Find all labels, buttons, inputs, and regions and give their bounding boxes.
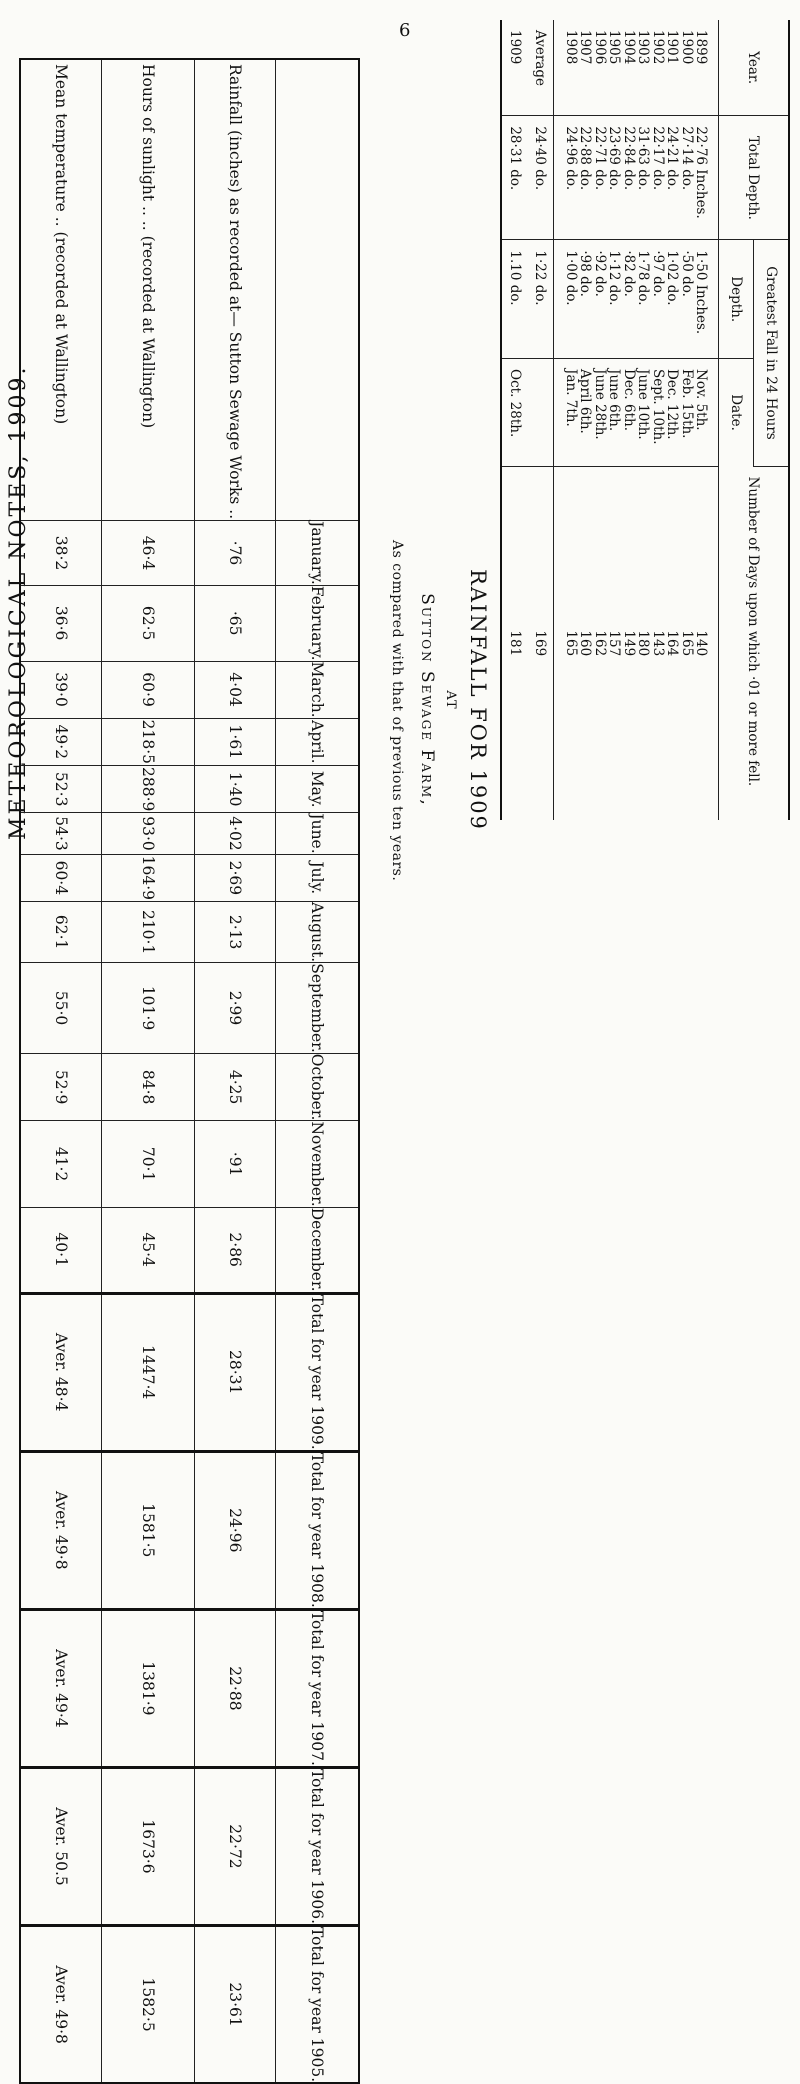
- date-cell: Sept. 10th.: [651, 359, 666, 467]
- table-row: [622, 20, 637, 820]
- days-cell: 169: [528, 466, 554, 820]
- days-cell: 165: [679, 630, 695, 657]
- year-cell: Average: [528, 20, 554, 116]
- depth-cell: ·50 do.: [680, 240, 695, 359]
- table-cell: 2·13: [195, 902, 276, 963]
- column-header-depth: Depth.: [719, 240, 754, 359]
- title-comparison: As compared with that of previous ten years.: [389, 540, 405, 882]
- days-cell: 143: [650, 630, 666, 657]
- table-cell: 4·02: [195, 813, 276, 854]
- total-cell: 22·88 do.: [578, 116, 593, 240]
- table-cell: Aver. 49·8: [20, 1451, 102, 1609]
- column-header-greatest-fall: Greatest Fall in 24 Hours: [754, 240, 790, 466]
- days-cell: 165: [563, 630, 579, 657]
- column-header: Total for year 1906.: [276, 1767, 360, 1925]
- table-cell: 22·72: [195, 1767, 276, 1925]
- table-row: [102, 59, 195, 2083]
- days-cell: 180: [635, 630, 652, 657]
- table-cell: 4·04: [195, 661, 276, 718]
- current-year-row: [502, 20, 528, 820]
- date-cell: June 28th.: [593, 359, 608, 467]
- column-header-total: Total Depth.: [719, 116, 790, 240]
- table-row: [651, 20, 666, 820]
- column-header: Total for year 1909.: [276, 1293, 360, 1451]
- table-row: [578, 20, 593, 820]
- column-header: August.: [276, 902, 360, 963]
- table-cell: 45·4: [102, 1207, 195, 1293]
- total-cell: 31·63 do.: [636, 116, 651, 240]
- total-cell: 28·31 do.: [502, 116, 528, 240]
- depth-cell: 1·78 do.: [636, 240, 651, 359]
- total-cell: 27·14 do.: [680, 116, 695, 240]
- total-cell: 24·40 do.: [528, 116, 554, 240]
- table-cell: 288·9: [102, 766, 195, 813]
- page-title: RAINFALL FOR 1909: [466, 569, 490, 831]
- title-at: AT: [443, 690, 458, 710]
- total-cell: 22·17 do.: [651, 116, 666, 240]
- table-cell: 210·1: [102, 902, 195, 963]
- days-cell: 140: [693, 630, 710, 657]
- column-header: Total for year 1908.: [276, 1451, 360, 1609]
- corner-cell: [276, 59, 360, 521]
- year-cell: 1909: [502, 20, 528, 116]
- depth-cell: 1.10 do.: [502, 240, 528, 359]
- table-row: [665, 20, 680, 820]
- depth-cell: ·92 do.: [593, 240, 608, 359]
- total-cell: 24·21 do.: [665, 116, 680, 240]
- column-header: Total for year 1907.: [276, 1609, 360, 1767]
- table-cell: 36·6: [20, 585, 102, 661]
- table-cell: 62·1: [20, 902, 102, 963]
- column-header-days: Number of Days upon which ·01 or more fell.: [719, 466, 790, 820]
- table-cell: 1582·5: [102, 1926, 195, 2084]
- column-header-year: Year.: [719, 20, 790, 116]
- date-cell: June 10th.: [636, 359, 651, 467]
- date-cell: Feb. 15th.: [680, 359, 695, 467]
- date-cell: Jan. 7th.: [564, 359, 579, 467]
- date-cell: [528, 359, 554, 467]
- table-cell: 1381·9: [102, 1609, 195, 1767]
- days-cell: 162: [592, 630, 608, 657]
- table-cell: Aver. 48·4: [20, 1293, 102, 1451]
- year-cell: 1899: [694, 20, 709, 116]
- table-cell: Aver. 49·8: [20, 1926, 102, 2084]
- column-header: March.: [276, 661, 360, 718]
- year-cell: 1900: [680, 20, 695, 116]
- table-cell: 101·9: [102, 963, 195, 1054]
- table-row: [20, 59, 102, 2083]
- table-cell: 1447·4: [102, 1293, 195, 1451]
- table-row: [564, 20, 579, 820]
- table-cell: 49·2: [20, 718, 102, 765]
- column-header: May.: [276, 766, 360, 813]
- table-cell: 46·4: [102, 521, 195, 586]
- depth-cell: 1·00 do.: [564, 240, 579, 359]
- page-number: 6: [399, 20, 411, 41]
- total-cell: 24·96 do.: [564, 116, 579, 240]
- table-cell: 54·3: [20, 813, 102, 854]
- column-header-date: Date.: [719, 359, 754, 467]
- table-row: [607, 20, 622, 820]
- table-cell: 22·88: [195, 1609, 276, 1767]
- year-cell: 1908: [564, 20, 579, 116]
- table-cell: 4·25: [195, 1053, 276, 1121]
- table-header-row: [754, 20, 790, 820]
- days-cell: 149: [621, 630, 637, 657]
- title-block: [389, 540, 490, 882]
- days-cell: 160: [577, 630, 594, 657]
- monthly-weather-table-wrapper: [19, 58, 360, 2084]
- days-cell: 157: [606, 630, 623, 657]
- column-header: December.: [276, 1207, 360, 1293]
- table-cell: 218·5: [102, 718, 195, 765]
- total-cell: 22·84 do.: [622, 116, 637, 240]
- table-cell: 2·69: [195, 854, 276, 901]
- depth-cell: ·97 do.: [651, 240, 666, 359]
- spacer-row: [554, 20, 564, 820]
- column-header: Total for year 1905.: [276, 1926, 360, 2084]
- days-cell: 164: [664, 630, 681, 657]
- date-cell: Dec. 12th.: [665, 359, 680, 467]
- table-row: [593, 20, 608, 820]
- row-label: Hours of sunlight .. .. (recorded at Wallington): [102, 59, 195, 521]
- year-cell: 1902: [651, 20, 666, 116]
- column-header: April.: [276, 718, 360, 765]
- year-cell: 1903: [636, 20, 651, 116]
- year-cell: 1906: [593, 20, 608, 116]
- table-cell: 70·1: [102, 1121, 195, 1207]
- total-cell: 23·69 do.: [607, 116, 622, 240]
- monthly-weather-table: [19, 58, 360, 2084]
- table-cell: 2·99: [195, 963, 276, 1054]
- depth-cell: 1·02 do.: [665, 240, 680, 359]
- column-header: September.: [276, 963, 360, 1054]
- table-cell: 39·0: [20, 661, 102, 718]
- depth-cell: ·98 do.: [578, 240, 593, 359]
- depth-cell: 1·12 do.: [607, 240, 622, 359]
- year-cell: 1901: [665, 20, 680, 116]
- total-cell: 22·76 Inches.: [694, 116, 709, 240]
- row-label: Rainfall (inches) as recorded at— Sutton Sewage Works ..: [195, 59, 276, 521]
- table-cell: 93·0: [102, 813, 195, 854]
- table-row: [636, 20, 651, 820]
- table-cell: 24·96: [195, 1451, 276, 1609]
- table-row: [694, 20, 709, 820]
- table-row: [195, 59, 276, 2083]
- year-cell: 1905: [607, 20, 622, 116]
- table-cell: 28·31: [195, 1293, 276, 1451]
- table-cell: 60·9: [102, 661, 195, 718]
- date-cell: Dec. 6th.: [622, 359, 637, 467]
- table-cell: 41·2: [20, 1121, 102, 1207]
- running-title: METEOROLOGICAL NOTES, 1909.: [6, 364, 31, 840]
- date-cell: June 6th.: [607, 359, 622, 467]
- date-cell: April 6th.: [578, 359, 593, 467]
- year-cell: 1904: [622, 20, 637, 116]
- depth-cell: 1·50 Inches.: [694, 240, 709, 359]
- date-cell: Oct. 28th.: [502, 359, 528, 467]
- date-cell: Nov. 5th.: [694, 359, 709, 467]
- spacer-row: [709, 20, 719, 820]
- table-cell: 1·61: [195, 718, 276, 765]
- year-cell: 1907: [578, 20, 593, 116]
- table-cell: 23·61: [195, 1926, 276, 2084]
- title-location: Sutton Sewage Farm,: [417, 593, 437, 807]
- table-cell: Aver. 50.5: [20, 1767, 102, 1925]
- table-cell: 52·3: [20, 766, 102, 813]
- table-cell: 38·2: [20, 521, 102, 586]
- table-cell: 55·0: [20, 963, 102, 1054]
- days-cell: 181: [507, 630, 524, 657]
- table-cell: ·76: [195, 521, 276, 586]
- table-cell: 1673·6: [102, 1767, 195, 1925]
- row-label: Mean temperature .. (recorded at Wallington): [20, 59, 102, 521]
- table-cell: 62·5: [102, 585, 195, 661]
- column-header: February.: [276, 585, 360, 661]
- column-header: January.: [276, 521, 360, 586]
- table-cell: ·91: [195, 1121, 276, 1207]
- ten-year-table: [501, 20, 791, 820]
- table-cell: 164·9: [102, 854, 195, 901]
- table-header-row: [276, 59, 360, 2083]
- table-row: [680, 20, 695, 820]
- total-cell: 22·71 do.: [593, 116, 608, 240]
- table-cell: Aver. 49·4: [20, 1609, 102, 1767]
- column-header: June.: [276, 813, 360, 854]
- column-header: July.: [276, 854, 360, 901]
- average-row: [528, 20, 554, 820]
- table-cell: ·65: [195, 585, 276, 661]
- table-cell: 40·1: [20, 1207, 102, 1293]
- table-cell: 84·8: [102, 1053, 195, 1121]
- table-cell: 60·4: [20, 854, 102, 901]
- column-header: October.: [276, 1053, 360, 1121]
- table-cell: 52·9: [20, 1053, 102, 1121]
- ten-year-table-wrapper: [501, 20, 791, 820]
- table-cell: 1581·5: [102, 1451, 195, 1609]
- table-cell: 2·86: [195, 1207, 276, 1293]
- depth-cell: 1·22 do.: [528, 240, 554, 359]
- depth-cell: ·82 do.: [622, 240, 637, 359]
- column-header: November.: [276, 1121, 360, 1207]
- table-cell: 1·40: [195, 766, 276, 813]
